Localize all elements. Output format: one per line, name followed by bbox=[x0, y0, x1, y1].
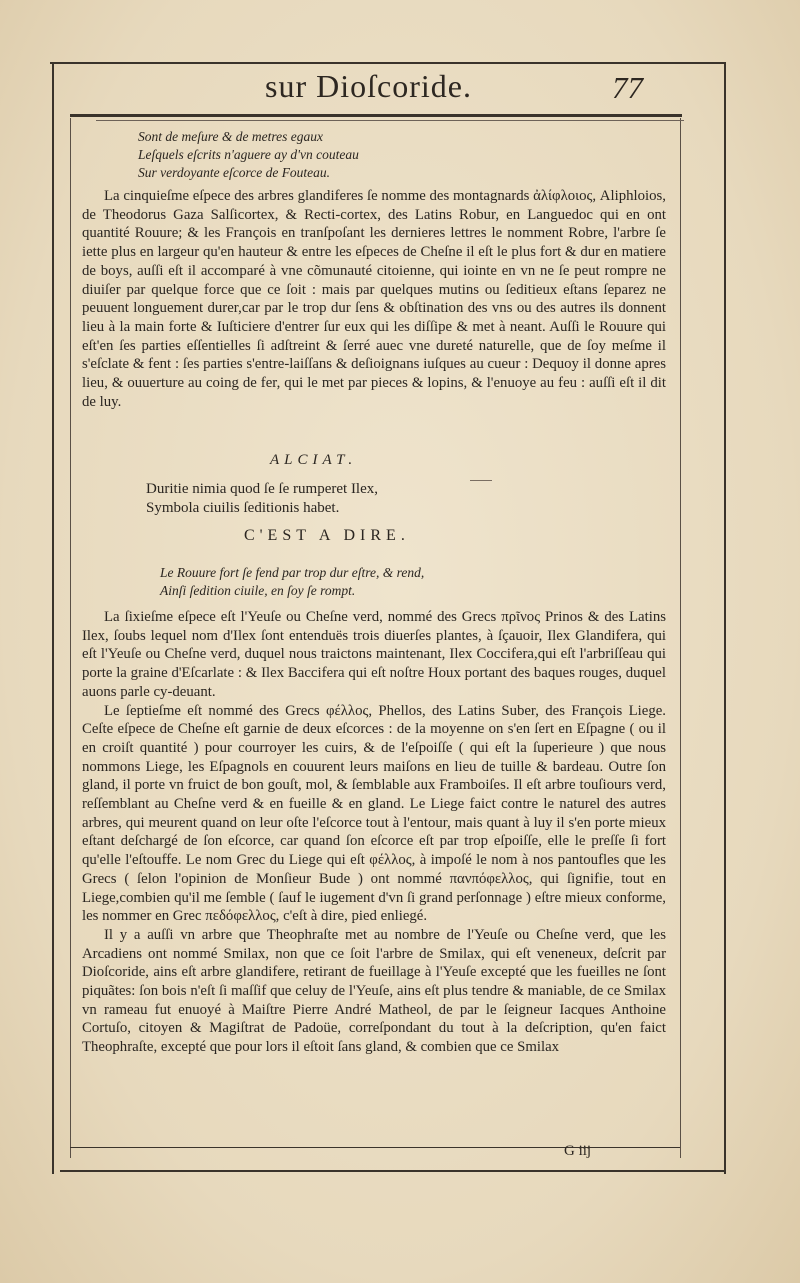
verse-line: Leſquels eſcrits n'aguere ay d'vn couteau bbox=[138, 147, 359, 162]
paragraph: Il y a auſſi vn arbre que Theophraſte met au nombre de l'Yeuſe ou Cheſne verd, que les Arcadiens ont nommé Smilax, non que ce ſoit l'arbre de Smilax, qui eſt veneneux, deſcrit par Dioſcoride, ains eſt arbre glandifere, retirant de fueillage à l'Yeuſe excepté que les fueilles ne ſont piquãtes: ſon bois n'eſt ſi maſſif que celuy de l'Yeuſe, ains eſt plus tendre & maniable, de ce Smilax vn rameau fut enuoyé à Maiſtre Pierre André Matheol, de par le ſeigneur Iacques Anthoine Cortuſo, citoyen & Magiſtrat de Padoüe, correſpondant du tout à la deſcription, qu'en faict Theophraſte, excepté que pour lors il eſtoit ſans gland, & combien que ce Smilax bbox=[82, 926, 666, 1056]
text-block-2 bbox=[82, 608, 666, 1208]
section-heading-alciat: ALCIAT. bbox=[270, 452, 358, 468]
text-block-1 bbox=[82, 187, 666, 439]
paragraph: La ſixieſme eſpece eſt l'Yeuſe ou Cheſne verd, nommé des Grecs πρῖνος Prinos & des Latins Ilex, ſoubs lequel nom d'Ilex ſont entenduës trois diuerſes plantes, à ſçauoir, Ilex Glandifera, qui eſt l'Yeuſe ou Cheſne verd, duquel nous traictons maintenant, Ilex Coccifera,qui eſt l'arbriſſeau qui porte la graine d'Eſcarlate : & Ilex Baccifera qui eſt noſtre Houx portant des baques rouges, duquel auons parle cy-deuant. bbox=[82, 609, 666, 700]
verse-line: Le Rouure fort ſe fend par trop dur eſtre, & rend, bbox=[160, 565, 425, 580]
running-title: sur Dioſcoride. bbox=[265, 68, 472, 104]
section-heading-translation: C'EST A DIRE. bbox=[244, 527, 410, 544]
signature-mark: G iij bbox=[564, 1143, 592, 1159]
inner-rule-right bbox=[680, 118, 681, 1158]
latin-verses bbox=[146, 480, 378, 518]
verse-line: Symbola ciuilis ſeditionis habet. bbox=[146, 500, 340, 516]
page-number: 77 bbox=[612, 70, 643, 105]
verse-line: Sont de meſure & de metres egaux bbox=[138, 129, 323, 144]
frame-rule-right bbox=[724, 62, 726, 1174]
paragraph: La cinquieſme eſpece des arbres glandiferes ſe nomme des montagnards ἀλίφλοιος, Aliphloios, de Theodorus Gaza Salſicortex, & Recti-cortex, des Latins Robur, en Languedoc qui en ont quantité Rouure; & les François en tranſpoſant les dernieres lettres le nomment Robre, l'arbre ſe iette plus en largeur qu'en hauteur & entre les eſpeces de Cheſne il eſt le plus fort & dur en matiere de boys, auſſi eſt il accomparé à vne cõmunauté citoienne, qui iointe en vn ne ſe peut rompre ne diuiſer par quelque force que ce ſoit : mais par quelques mutins ou ſeditieux eſtans ſeparez ne peuuent longuement durer,car par le trop dur ſens & obſtination des vns ou des autres ils donnent lieu à la main forte & Iuſticiere d'entrer ſur eux qui les diſſipe & met à neant. Auſſi le Rouure qui eſt'en ſes parties eſſentielles ſi adſtreint & ſerré auec vne dureté naturelle, que de ſoy meſme il s'eſclate & fent : ſes parties s'entre-laiſſans & deſioignans iuſques au cueur : Dequoy il donne apres lieu, & ouuerture au coing de fer, qui le met par pieces & lopins, & l'enuoye au feu : auſſi eſt il dit de luy. bbox=[82, 188, 666, 410]
verse-line: Ainſi ſedition ciuile, en ſoy ſe rompt. bbox=[160, 583, 356, 598]
inner-rule-left bbox=[70, 118, 71, 1158]
header-rule-thin bbox=[96, 120, 684, 121]
frame-rule-top bbox=[50, 62, 726, 64]
frame-rule-left bbox=[52, 62, 54, 1174]
ornament-dash bbox=[470, 480, 492, 481]
header-rule bbox=[70, 114, 682, 117]
paragraph: Le ſeptieſme eſt nommé des Grecs φέλλος, Phellos, des Latins Suber, des François Liege. Ceſte eſpece de Cheſne eſt garnie de deux eſcorces : de la moyenne on s'en ſert en Eſpagne ( ou il en croiſt quantité ) pour courroyer les cuirs, & de l'eſpoiſſe ( qui eſt la ſuperieure ) que nous nommons Liege, les Eſpagnols en couurent leurs maiſons en lieu de tuille & bardeau. Outre ſon gland, il porte vn fruict de bon gouſt, mol, & ſemblable aux Framboiſes. Il eſt arbre touſiours verd, reſſemblant au Cheſne verd & en fueille & en gland. Le Liege faict contre le naturel des autres arbres, qui meurent quand on leur oſte l'eſcorce tout à l'entour, mais quant à luy il s'en porte mieux eſtant deſchargé de ſon eſcorce, car quand ſon eſcorce eſt par trop eſpoiſſe, elle le preſſe ſi fort qu'elle l'eſtouffe. Le nom Grec du Liege qui eſt φέλλος, à impoſé le nom à nos pantoufles que les Grecs ( ſelon l'opinion de Monſieur Bude ) ont nommé πανπόφελλος, qui ſignifie, tout en Liege,combien qu'il me ſemble ( ſauf le iugement d'vn ſi grand perſonnage ) eſtre mieux conforme, les nommer en Grec πεδόφελλος, c'eſt à dire, pied enliegé. bbox=[82, 702, 666, 925]
translation-verses bbox=[160, 564, 424, 600]
opening-verses bbox=[138, 128, 438, 182]
verse-line: Sur verdoyante eſcorce de Fouteau. bbox=[138, 165, 331, 180]
verse-line: Duritie nimia quod ſe ſe rumperet Ilex, bbox=[146, 481, 379, 497]
